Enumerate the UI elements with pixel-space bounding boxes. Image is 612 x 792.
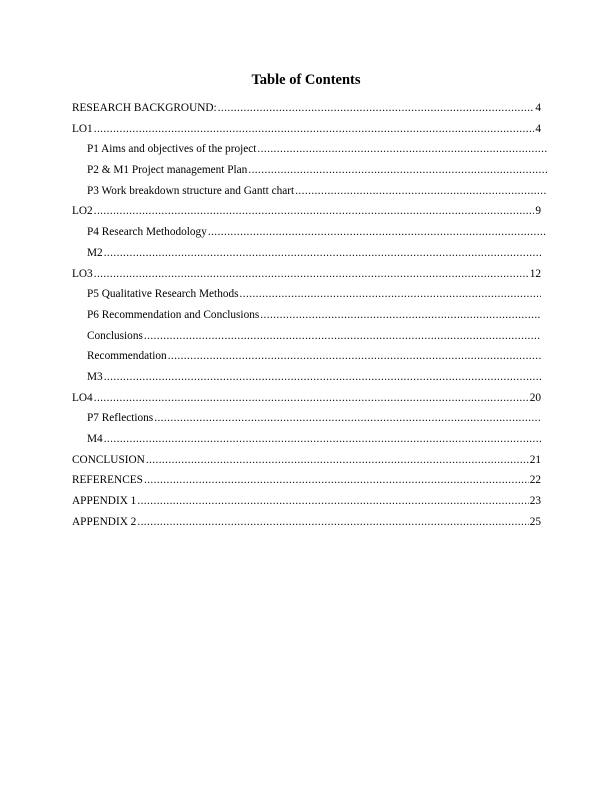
- dot-leader: [104, 370, 541, 384]
- dot-leader: [94, 122, 535, 136]
- toc-entry-appendix-2[interactable]: [72, 515, 541, 536]
- toc-title: Table of Contents: [251, 72, 361, 88]
- toc-entry-label: APPENDIX 2: [72, 515, 137, 528]
- dot-leader: [240, 287, 541, 301]
- toc-entry-page-number: 4: [535, 102, 541, 114]
- toc-entry-appendix-1[interactable]: [72, 494, 541, 515]
- toc-entry-conclusions[interactable]: [87, 329, 542, 350]
- toc-entry-label: M2: [87, 246, 103, 259]
- dot-leader: [94, 267, 529, 281]
- dot-leader: [208, 225, 547, 239]
- toc-entry-label: RESEARCH BACKGROUND:: [72, 102, 217, 114]
- dot-leader: [94, 204, 535, 218]
- toc-entry-label: Recommendation: [87, 350, 167, 363]
- toc-entry-page-number: 21: [529, 453, 541, 466]
- toc-entry-label: M4: [87, 433, 103, 445]
- toc-entry-page-number: 4: [535, 122, 541, 135]
- toc-entry-p1[interactable]: [87, 142, 548, 163]
- dot-leader: [257, 142, 547, 156]
- toc-entry-label: P4 Research Methodology: [87, 226, 207, 239]
- toc-entry-label: APPENDIX 1: [72, 495, 137, 508]
- dot-leader: [104, 246, 541, 260]
- toc-entry-label: P2 & M1 Project management Plan: [87, 164, 248, 177]
- toc-entry-page-number: 22: [529, 474, 541, 487]
- dot-leader: [146, 453, 529, 467]
- dot-leader: [144, 329, 541, 343]
- toc-entry-label: Conclusions: [87, 329, 143, 342]
- toc-entry-p6[interactable]: [87, 308, 542, 329]
- toc-entry-p4[interactable]: [87, 225, 548, 246]
- toc-entry-page-number: 25: [529, 515, 541, 528]
- toc-entry-label: LO4: [72, 391, 93, 404]
- toc-entry-lo4[interactable]: [72, 391, 541, 412]
- toc-entry-references[interactable]: [72, 473, 541, 494]
- toc-entry-label: P1 Aims and objectives of the project: [87, 143, 257, 156]
- toc-entry-research-background[interactable]: [72, 101, 541, 122]
- toc-entry-label: P5 Qualitative Research Methods: [87, 288, 239, 301]
- dot-leader: [137, 494, 528, 508]
- dot-leader: [218, 101, 535, 115]
- toc-entry-label: REFERENCES: [72, 474, 143, 487]
- toc-entry-m4[interactable]: [87, 432, 542, 453]
- dot-leader: [94, 391, 529, 405]
- dot-leader: [154, 411, 541, 425]
- dot-leader: [144, 473, 529, 487]
- toc-entry-recommendation[interactable]: [87, 349, 542, 370]
- toc-entry-label: LO3: [72, 267, 93, 280]
- toc-entry-label: LO1: [72, 122, 93, 135]
- toc-entry-label: P3 Work breakdown structure and Gantt chart: [87, 184, 295, 197]
- toc-entry-p3[interactable]: [87, 184, 548, 205]
- toc-entry-lo3[interactable]: [72, 267, 541, 288]
- toc-entry-label: P7 Reflections: [87, 412, 154, 425]
- dot-leader: [168, 349, 541, 363]
- toc-list: [0, 101, 612, 535]
- toc-entry-page-number: 20: [529, 391, 541, 404]
- toc-entry-page-number: 9: [535, 205, 541, 218]
- toc-entry-label: M3: [87, 370, 103, 383]
- toc-entry-p5[interactable]: [87, 287, 542, 308]
- toc-entry-m3[interactable]: [87, 370, 542, 391]
- dot-leader: [137, 515, 528, 529]
- toc-entry-label: LO2: [72, 205, 93, 218]
- toc-entry-lo1[interactable]: [72, 122, 541, 143]
- toc-entry-p2-m1[interactable]: [87, 163, 548, 184]
- toc-entry-lo2[interactable]: [72, 204, 541, 225]
- dot-leader: [248, 163, 547, 177]
- toc-entry-p7[interactable]: [87, 411, 542, 432]
- toc-entry-m2[interactable]: [87, 246, 542, 267]
- dot-leader: [295, 184, 547, 198]
- toc-entry-label: CONCLUSION: [72, 453, 145, 466]
- toc-entry-page-number: 23: [529, 495, 541, 508]
- dot-leader: [104, 432, 541, 446]
- toc-entry-label: P6 Recommendation and Conclusions: [87, 308, 260, 321]
- toc-entry-conclusion[interactable]: [72, 453, 541, 474]
- toc-entry-page-number: 12: [529, 267, 541, 280]
- dot-leader: [260, 308, 541, 322]
